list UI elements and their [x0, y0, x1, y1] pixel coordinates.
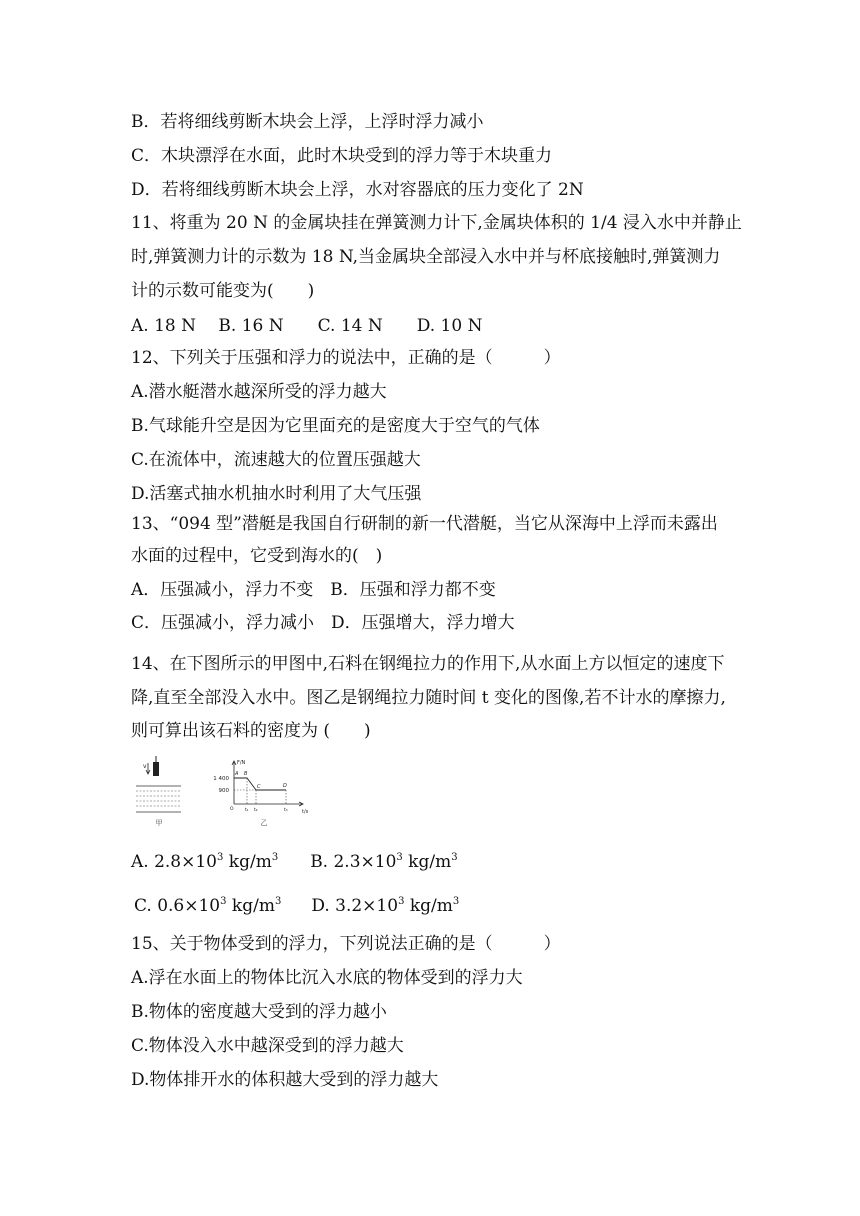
q11-stem-line-1: 11、将重为 20 N 的金属块挂在弹簧测力计下,金属块体积的 1/4 浸入水中并静止: [131, 213, 742, 233]
q10-option-c: C．木块漂浮在水面，此时木块受到的浮力等于木块重力: [131, 146, 553, 166]
point-d-label: D: [283, 783, 287, 789]
y-axis-label: F/N: [237, 760, 246, 766]
q12-option-d: D.活塞式抽水机抽水时利用了大气压强: [131, 484, 422, 504]
q15-option-d: D.物体排开水的体积越大受到的浮力越大: [131, 1070, 439, 1090]
jia-label: 甲: [155, 819, 163, 827]
q11-stem-line-3: 计的示数可能变为( ): [131, 281, 315, 301]
q12-option-a: A.潜水艇潜水越深所受的浮力越大: [131, 382, 387, 402]
q14-stem-line-3: 则可算出该石料的密度为 ( ): [131, 721, 371, 741]
t1-label: t₁: [245, 808, 249, 813]
q11-options: A. 18 N B. 16 N C. 14 N D. 10 N: [131, 316, 483, 336]
q10-option-b: B．若将细线剪断木块会上浮，上浮时浮力减小: [131, 112, 484, 132]
q13-options-cd: C．压强减小，浮力减小 D．压强增大，浮力增大: [131, 613, 515, 633]
q14-option-a: A. $2.8\times 10^3$ $kg/m^3$: [131, 852, 279, 872]
velocity-label: v: [143, 763, 147, 770]
q14-option-b: B. $2.3\times 10^3$ $kg/m^3$: [310, 852, 458, 872]
figure-yi-graph: [213, 760, 308, 827]
q11-stem-line-2: 时,弹簧测力计的示数为 18 N,当金属块全部浸入水中并与杯底接触时,弹簧测力: [131, 247, 721, 267]
q15-stem: 15、关于物体受到的浮力，下列说法正确的是（ ）: [131, 934, 561, 954]
q10-option-d: D．若将细线剪断木块会上浮，水对容器底的压力变化了 2N: [131, 180, 584, 200]
q13-stem-line-1: 13、“094 型”潜艇是我国自行研制的新一代潜艇，当它从深海中上浮而未露出: [131, 514, 718, 534]
y-tick-900: 900: [218, 788, 229, 794]
q14-options-cd: [134, 895, 459, 917]
q15-option-b: B.物体的密度越大受到的浮力越小: [131, 1002, 387, 1022]
q12-option-b: B.气球能升空是因为它里面充的是密度大于空气的气体: [131, 416, 540, 436]
point-a-label: A: [235, 771, 239, 777]
y-tick-1400: 1 400: [213, 776, 229, 782]
figure-jia: [136, 756, 181, 827]
q12-option-c: C.在流体中，流速越大的位置压强越大: [131, 450, 421, 470]
q14-stem-line-2: 降,直至全部没入水中。图乙是钢绳拉力随时间 t 变化的图像,若不计水的摩擦力,: [131, 688, 726, 708]
t3-label: t₃: [284, 808, 288, 813]
origin-label: O: [230, 807, 234, 812]
q14-option-d: D. $3.2\times 10^3$ $kg/m^3$: [311, 896, 460, 916]
q14-figure: [131, 754, 331, 834]
q14-stem-line-1: 14、在下图所示的甲图中,石料在钢绳拉力的作用下,从水面上方以恒定的速度下: [131, 654, 725, 674]
q13-options-ab: A．压强减小，浮力不变 B．压强和浮力都不变: [131, 580, 496, 600]
q14-options-ab: [131, 851, 458, 873]
point-c-label: C: [257, 784, 261, 790]
q15-option-c: C.物体没入水中越深受到的浮力越大: [131, 1036, 404, 1056]
q14-option-c: C. $0.6\times 10^3$ $kg/m^3$: [134, 896, 282, 916]
yi-label: 乙: [260, 819, 268, 827]
q13-stem-line-2: 水面的过程中，它受到海水的( ): [131, 546, 383, 566]
point-b-label: B: [244, 771, 248, 777]
x-axis-label: t/s: [302, 809, 309, 815]
q12-stem: 12、下列关于压强和浮力的说法中，正确的是（ ）: [131, 348, 561, 368]
t2-label: t₂: [254, 808, 258, 813]
stone-block: [153, 762, 159, 776]
q15-option-a: A.浮在水面上的物体比沉入水底的物体受到的浮力大: [131, 968, 523, 988]
